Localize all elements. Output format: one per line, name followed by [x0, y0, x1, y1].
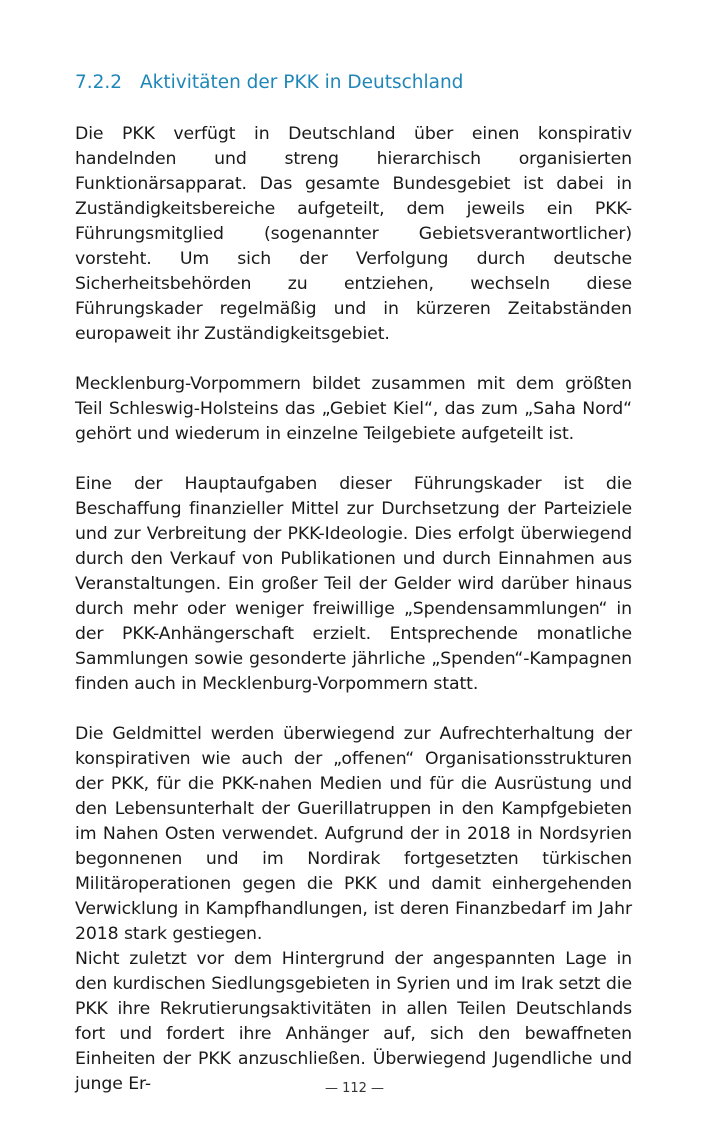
- section-title: Aktivitäten der PKK in Deutschland: [140, 72, 464, 93]
- section-heading: [75, 68, 632, 98]
- paragraph-rekrutierung: Nicht zuletzt vor dem Hintergrund der angespannten Lage in den kurdischen Siedlungsgebieten in Syrien und im Irak setzt die PKK ihre Rekrutierungsaktivitäten in allen Teilen Deutschlands fort und fordert ihre Anhänger auf, sich den bewaffneten Einheiten der PKK anzuschließen. Überwiegend Jugendliche und junge Er-: [75, 949, 632, 1094]
- paragraph-gebiet-kiel: Mecklenburg-Vorpommern bildet zusammen mit dem größten Teil Schleswig-Holsteins das „Gebiet Kiel“, das zum „Saha Nord“ gehört und wiederum in einzelne Teilgebiete aufgeteilt ist.: [75, 374, 632, 444]
- paragraph-organisation: Die PKK verfügt in Deutschland über einen konspirativ handelnden und streng hierarchisch organisierten Funktionärsapparat. Das gesamte Bundesgebiet ist dabei in Zuständigkeitsbereiche aufgeteilt, dem jeweils ein PKK-Führungsmitglied (sogenannter Gebietsverantwortlicher) vorsteht. Um sich der Verfolgung durch deutsche Sicherheitsbehörden zu entziehen, wechseln diese Führungskader regelmäßig und in kürzeren Zeitabständen europaweit ihr Zuständigkeitsgebiet.: [75, 124, 632, 344]
- paragraph-finanzierung: Eine der Hauptaufgaben dieser Führungskader ist die Beschaffung finanzieller Mittel zur Durchsetzung der Parteiziele und zur Verbreitung der PKK-Ideologie. Dies erfolgt überwiegend durch den Verkauf von Publikationen und durch Einnahmen aus Veranstaltungen. Ein großer Teil der Gelder wird darüber hinaus durch mehr oder weniger freiwillige „Spendensammlungen“ in der PKK-Anhängerschaft erzielt. Entsprechende monatliche Sammlungen sowie gesonderte jährliche „Spenden“-Kampagnen finden auch in Mecklenburg-Vorpommern statt.: [75, 474, 632, 694]
- paragraph-geldmittel: Die Geldmittel werden überwiegend zur Aufrechterhaltung der konspirativen wie auch der „offenen“ Organisationsstrukturen der PKK, für die PKK-nahen Medien und für die Ausrüstung und den Lebensunterhalt der Guerillatruppen in den Kampfgebieten im Nahen Osten verwendet. Aufgrund der in 2018 in Nordsyrien begonnenen und im Nordirak fortgesetzten türkischen Militäroperationen gegen die PKK und damit einhergehenden Verwicklung in Kampfhandlungen, ist deren Finanzbedarf im Jahr 2018 stark gestiegen.: [75, 724, 632, 944]
- document-page: [75, 68, 632, 1097]
- section-number: 7.2.2: [75, 72, 123, 93]
- page-number: — 112 —: [324, 1081, 385, 1096]
